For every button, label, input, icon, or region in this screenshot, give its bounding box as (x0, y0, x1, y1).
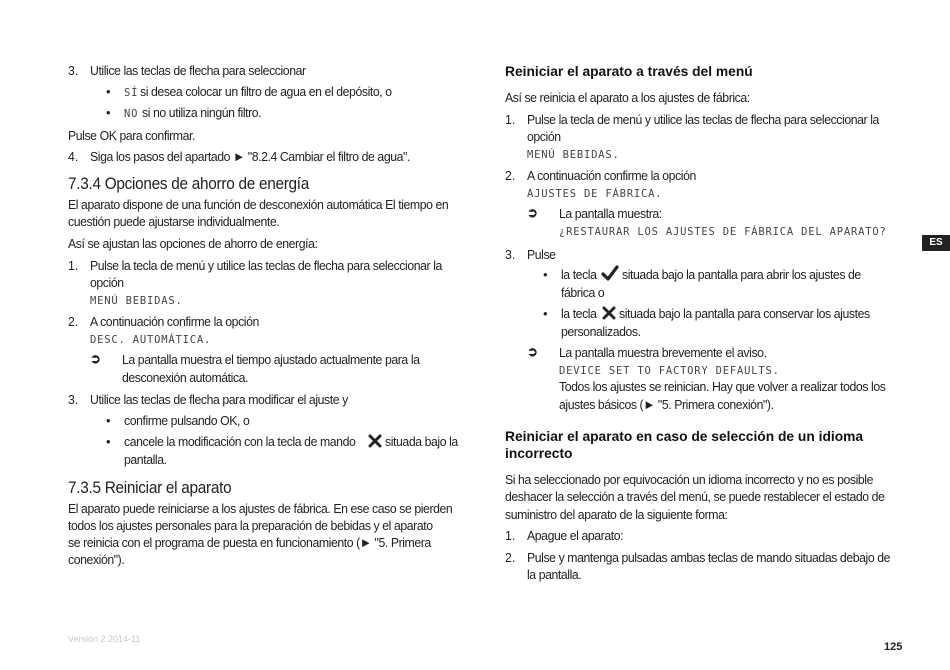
bullet-text: situada bajo la (385, 434, 458, 449)
lcd-text: MENÚ BEBIDAS. (527, 149, 620, 161)
lcd-text: SÍ (124, 87, 139, 99)
step-text: Siga los pasos del apartado ► "8.2.4 Cambiar el filtro de agua". (90, 149, 410, 164)
bullet-text: personalizados. (561, 324, 641, 339)
paragraph: conexión"). (68, 552, 125, 567)
bullet: • (106, 105, 111, 120)
result-text: La pantalla muestra el tiempo ajustado actualmente para la (122, 352, 420, 367)
lcd-text: MENÚ BEBIDAS. (90, 295, 183, 307)
bullet-text: pantalla. (124, 452, 167, 467)
step-text: Apague el aparato: (527, 528, 624, 543)
result-arrow-icon: ➲ (527, 205, 538, 220)
step-number: 3. (505, 247, 516, 262)
paragraph: suministro del aparato de la siguiente forma: (505, 507, 728, 522)
bullet-text: si no utiliza ningún filtro. (142, 105, 262, 120)
bullet: • (106, 84, 111, 99)
lcd-text: AJUSTES DE FÁBRICA. (527, 188, 663, 200)
bullet-text: si desea colocar un filtro de agua en el depósito, o (140, 84, 392, 99)
step-number: 3. (68, 63, 79, 78)
step-text: Pulse la tecla de menú y utilice las teclas de flecha para seleccionar la (527, 112, 879, 127)
step-number: 2. (505, 550, 516, 565)
cross-key-icon (368, 434, 382, 453)
step-number: 4. (68, 149, 79, 164)
subsection-heading: incorrecto (505, 446, 573, 461)
bullet-text: la tecla (561, 306, 597, 321)
paragraph: cuestión puede ajustarse individualmente. (68, 214, 280, 229)
step-text: Utilice las teclas de flecha para modificar el ajuste y (90, 392, 348, 407)
section-heading: 7.3.4 Opciones de ahorro de energía (68, 175, 310, 193)
step-number: 1. (505, 112, 516, 127)
subsection-heading: Reiniciar el aparato a través del menú (505, 64, 753, 79)
bullet-text: confirme pulsando OK, o (124, 413, 250, 428)
bullet-text: situada bajo la pantalla para abrir los ajustes de (622, 267, 861, 282)
step-text: Pulse y mantenga pulsadas ambas teclas de mando situadas debajo de (527, 550, 891, 565)
paragraph: se reinicia con el programa de puesta en funcionamiento (► "5. Primera (68, 535, 431, 550)
lcd-text: NO (124, 108, 139, 120)
section-heading: 7.3.5 Reiniciar el aparato (68, 479, 232, 497)
page-number: 125 (884, 641, 903, 653)
paragraph: Si ha seleccionado por equivocación un idioma incorrecto y no es posible (505, 472, 874, 487)
lcd-text: DESC. AUTOMÁTICA. (90, 334, 212, 346)
lcd-text: ¿RESTAURAR LOS AJUSTES DE FÁBRICA DEL APARATO? (559, 226, 887, 238)
step-number: 3. (68, 392, 79, 407)
bullet: • (543, 306, 548, 321)
bullet-text: situada bajo la pantalla para conservar los ajustes (619, 306, 870, 321)
step-number: 2. (68, 314, 79, 329)
bullet: • (106, 413, 111, 428)
step-text: Utilice las teclas de flecha para seleccionar (90, 63, 306, 78)
step-text: Pulse (527, 247, 556, 262)
checkmark-key-icon (601, 265, 619, 286)
step-text: A continuación confirme la opción (527, 168, 696, 183)
result-text: La pantalla muestra brevemente el aviso. (559, 345, 767, 360)
result-text: Todos los ajustes se reinician. Hay que volver a realizar todos los (559, 379, 886, 394)
footer-version: Versión 2 2014-11 (68, 634, 141, 644)
bullet-text: la tecla (561, 267, 597, 282)
bullet-text: cancele la modificación con la tecla de mando (124, 434, 356, 449)
bullet: • (106, 434, 111, 449)
paragraph: Así se ajustan las opciones de ahorro de energía: (68, 236, 318, 251)
subsection-heading: Reiniciar el aparato en caso de selección de un idioma (505, 429, 864, 444)
step-number: 1. (505, 528, 516, 543)
result-arrow-icon: ➲ (527, 344, 538, 359)
step-text: opción (527, 129, 561, 144)
step-number: 1. (68, 258, 79, 273)
step-text: la pantalla. (527, 567, 582, 582)
paragraph: Pulse OK para confirmar. (68, 128, 195, 143)
result-text: ajustes básicos (► "5. Primera conexión"). (559, 397, 774, 412)
result-arrow-icon: ➲ (90, 351, 101, 366)
step-number: 2. (505, 168, 516, 183)
paragraph: todos los ajustes personales para la preparación de bebidas y el aparato (68, 518, 433, 533)
result-text: desconexión automática. (122, 370, 249, 385)
paragraph: El aparato puede reiniciarse a los ajustes de fábrica. En ese caso se pierden (68, 501, 453, 516)
bullet: • (543, 267, 548, 282)
bullet-text: fábrica o (561, 285, 605, 300)
paragraph: El aparato dispone de una función de desconexión automática El tiempo en (68, 197, 449, 212)
paragraph: Así se reinicia el aparato a los ajustes de fábrica: (505, 90, 750, 105)
paragraph: deshacer la selección a través del menú, se puede restablecer el estado de (505, 489, 885, 504)
step-text: A continuación confirme la opción (90, 314, 259, 329)
lcd-text: DEVICE SET TO FACTORY DEFAULTS. (559, 365, 780, 377)
step-text: opción (90, 275, 124, 290)
result-text: La pantalla muestra: (559, 206, 662, 221)
step-text: Pulse la tecla de menú y utilice las teclas de flecha para seleccionar la (90, 258, 442, 273)
language-tab: ES (922, 235, 950, 251)
